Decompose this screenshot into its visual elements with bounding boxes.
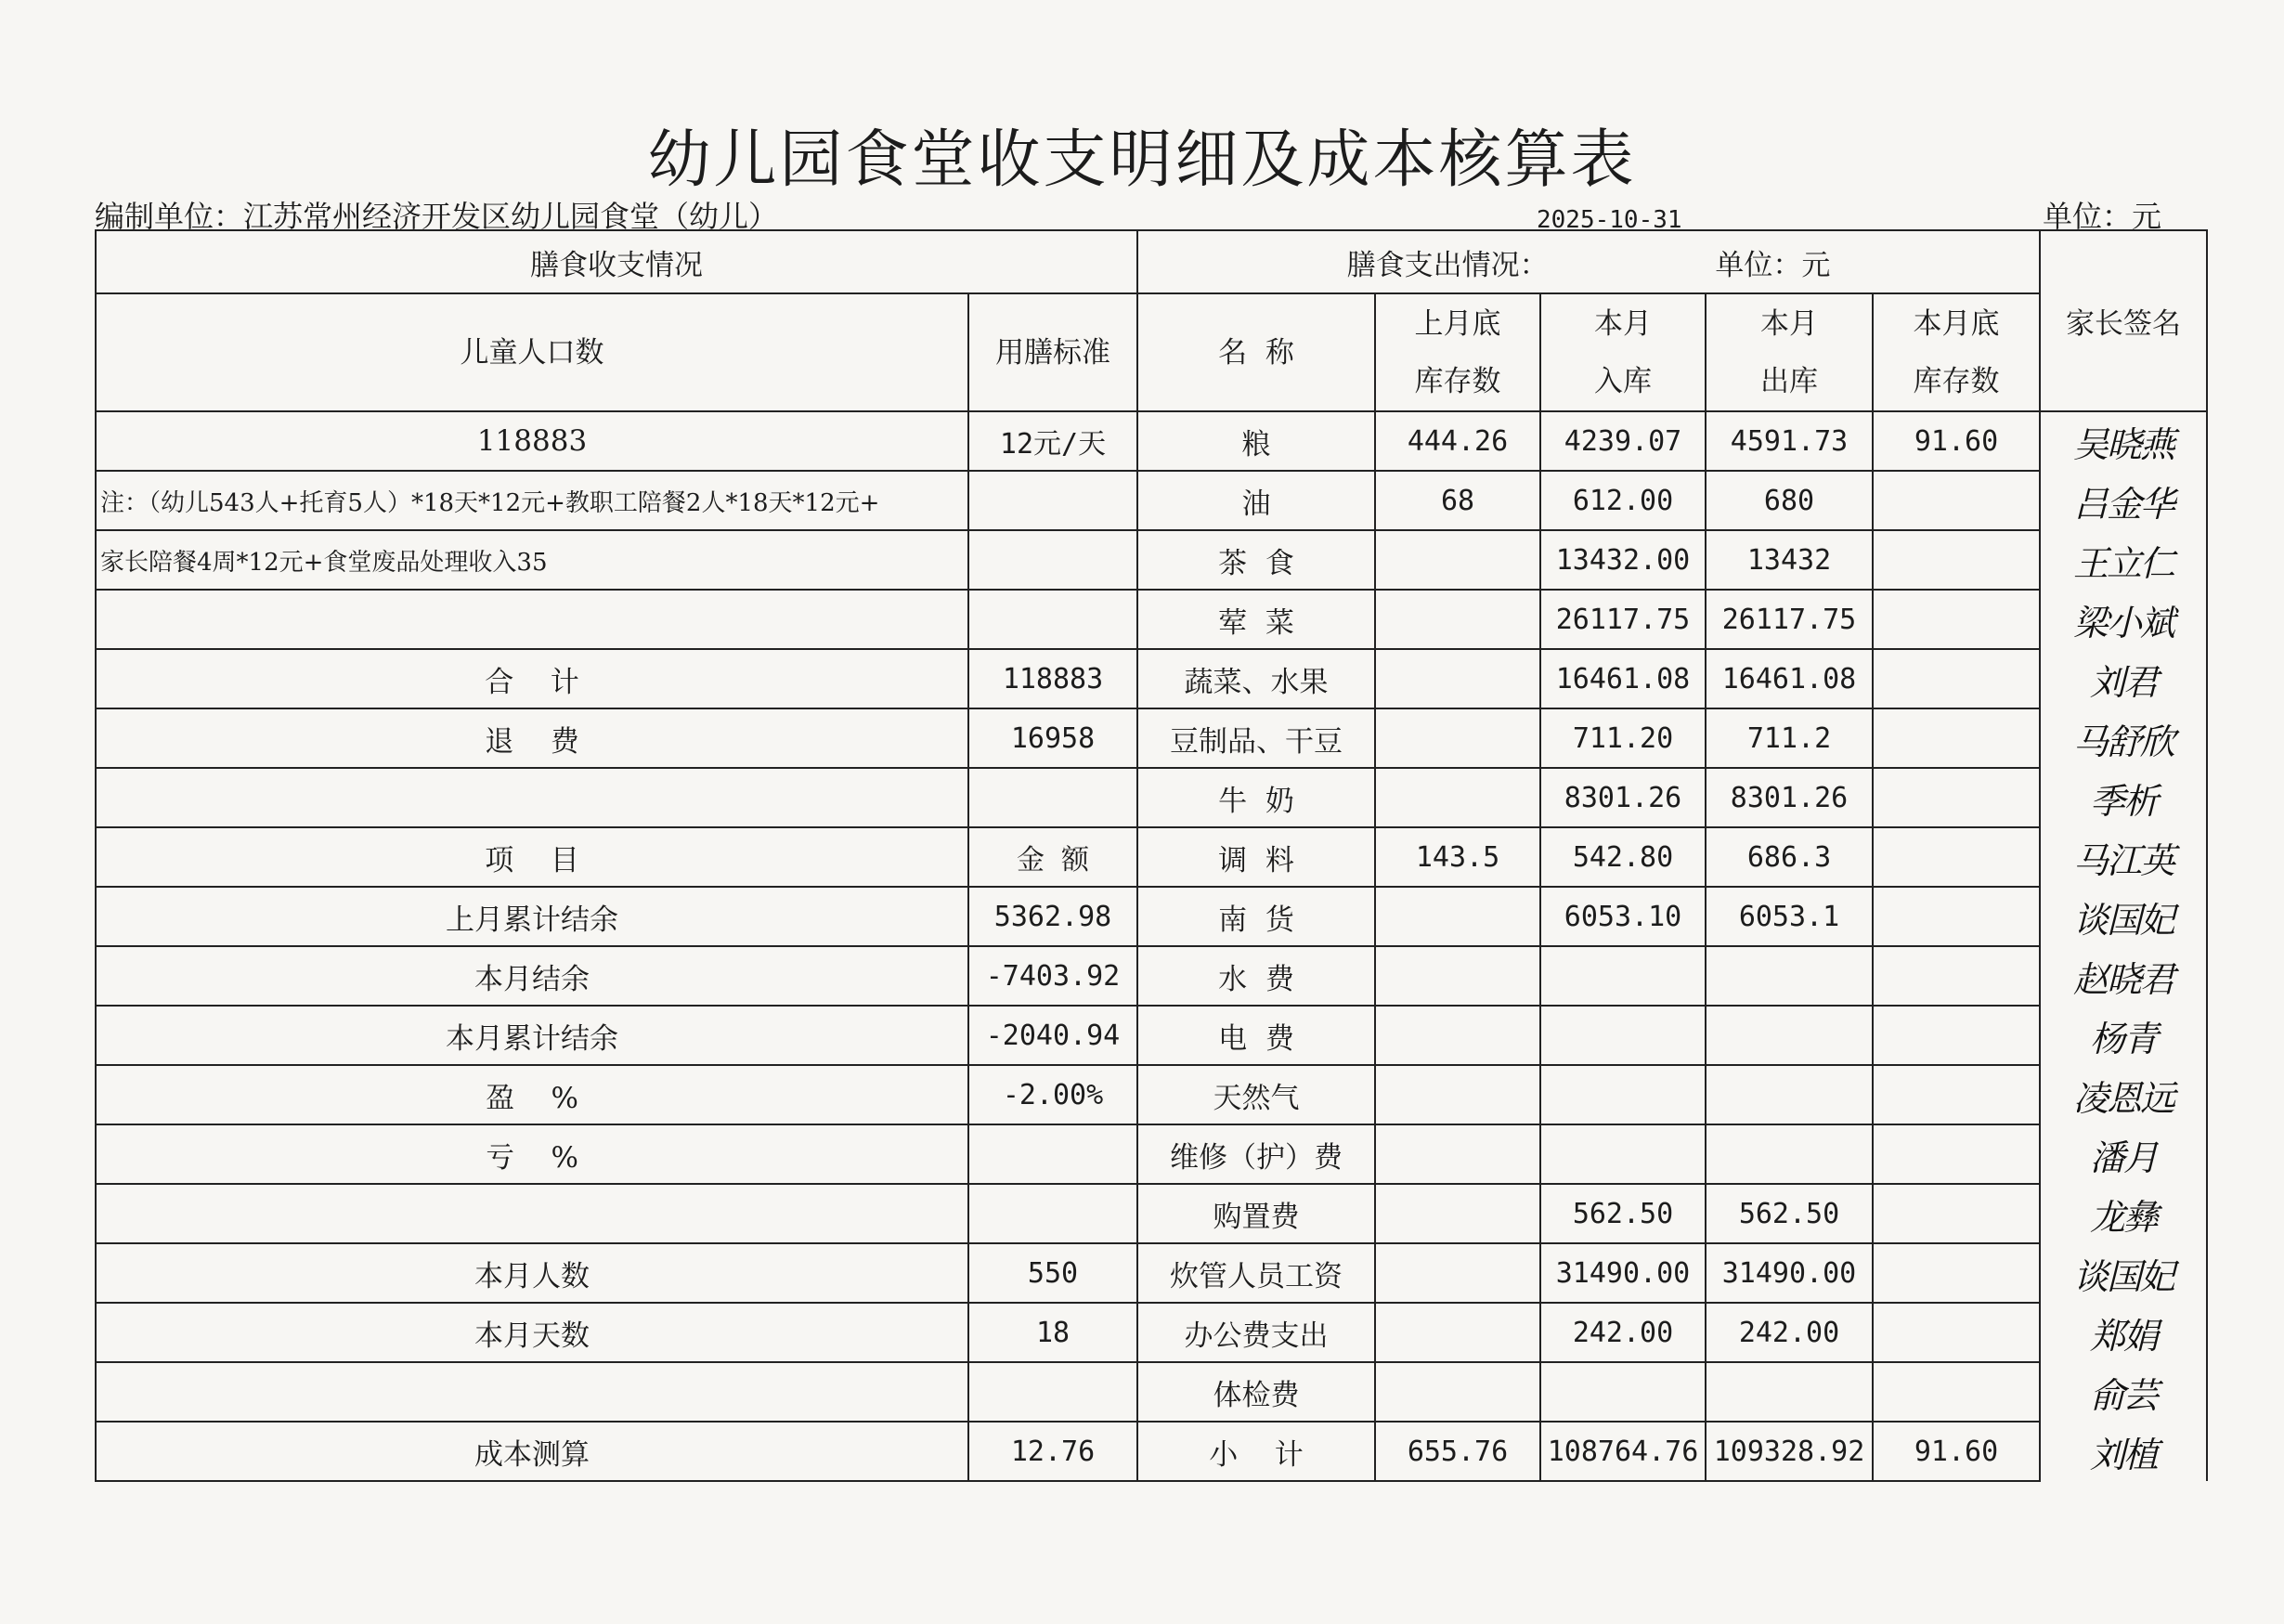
income-item-label: 本月天数	[96, 1303, 968, 1362]
income-item-label	[96, 1362, 968, 1422]
expense-item-name: 调 料	[1137, 827, 1375, 887]
table-row	[96, 1124, 2207, 1184]
expense-item-name: 天然气	[1137, 1065, 1375, 1124]
income-item-value	[968, 1124, 1137, 1184]
col-end-stock: 本月底 库存数	[1873, 293, 2040, 411]
col-name: 名 称	[1137, 293, 1375, 411]
month-in-value: 13432.00	[1540, 530, 1706, 590]
income-item-value	[968, 1362, 1137, 1422]
prev-stock-value	[1375, 946, 1540, 1006]
income-item-label: 成本测算	[96, 1422, 968, 1481]
month-in-value	[1540, 1362, 1706, 1422]
parent-signature: 郑娟	[2040, 1303, 2207, 1362]
table-row	[96, 827, 2207, 887]
end-stock-value	[1873, 887, 2040, 946]
end-stock-value	[1873, 768, 2040, 827]
prev-stock-value: 444.26	[1375, 411, 1540, 471]
prev-stock-value	[1375, 768, 1540, 827]
month-out-value: 31490.00	[1706, 1243, 1873, 1303]
table-row	[96, 1184, 2207, 1243]
col-standard: 用膳标准	[968, 293, 1137, 411]
expense-item-name: 牛 奶	[1137, 768, 1375, 827]
parent-signature: 王立仁	[2040, 530, 2207, 590]
end-stock-value	[1873, 471, 2040, 530]
income-item-value: -2.00%	[968, 1065, 1137, 1124]
month-in-value	[1540, 1006, 1706, 1065]
expense-item-name: 购置费	[1137, 1184, 1375, 1243]
expense-item-name: 维修（护）费	[1137, 1124, 1375, 1184]
month-in-value: 612.00	[1540, 471, 1706, 530]
month-out-value: 6053.1	[1706, 887, 1873, 946]
expense-item-name: 水 费	[1137, 946, 1375, 1006]
month-out-value	[1706, 1362, 1873, 1422]
expense-item-name: 体检费	[1137, 1362, 1375, 1422]
end-stock-value	[1873, 1006, 2040, 1065]
prev-stock-value: 68	[1375, 471, 1540, 530]
expense-item-name: 油	[1137, 471, 1375, 530]
end-stock-value	[1873, 530, 2040, 590]
parent-signature: 梁小斌	[2040, 590, 2207, 649]
end-stock-value	[1873, 649, 2040, 708]
income-item-value	[968, 768, 1137, 827]
table-row	[96, 768, 2207, 827]
parent-signature: 赵晓君	[2040, 946, 2207, 1006]
table-row	[96, 1006, 2207, 1065]
parent-signature: 潘月	[2040, 1124, 2207, 1184]
parent-signature: 杨青	[2040, 1006, 2207, 1065]
month-in-value	[1540, 1124, 1706, 1184]
signature-header: 家长签名	[2040, 230, 2207, 411]
table-row	[96, 946, 2207, 1006]
income-item-label: 上月累计结余	[96, 887, 968, 946]
table-row	[96, 471, 2207, 530]
income-item-label: 注：（幼儿543人+托育5人）*18天*12元+教职工陪餐2人*18天*12元+	[96, 471, 968, 530]
end-stock-value	[1873, 1303, 2040, 1362]
column-header-row	[96, 293, 2207, 411]
income-item-label: 盈 %	[96, 1065, 968, 1124]
parent-signature: 吕金华	[2040, 471, 2207, 530]
parent-signature: 马舒欣	[2040, 708, 2207, 768]
income-item-value: -2040.94	[968, 1006, 1137, 1065]
income-item-value	[968, 1184, 1137, 1243]
expense-item-name: 豆制品、干豆	[1137, 708, 1375, 768]
income-item-label: 本月累计结余	[96, 1006, 968, 1065]
table-row	[96, 1362, 2207, 1422]
income-item-value: 5362.98	[968, 887, 1137, 946]
month-in-value: 31490.00	[1540, 1243, 1706, 1303]
month-out-value	[1706, 1065, 1873, 1124]
parent-signature: 刘君	[2040, 649, 2207, 708]
month-in-value: 6053.10	[1540, 887, 1706, 946]
prev-stock-value	[1375, 590, 1540, 649]
income-item-value	[968, 590, 1137, 649]
month-out-value: 242.00	[1706, 1303, 1873, 1362]
table-row	[96, 649, 2207, 708]
table-row	[96, 411, 2207, 471]
month-in-value: 4239.07	[1540, 411, 1706, 471]
prev-stock-value	[1375, 530, 1540, 590]
month-in-value: 711.20	[1540, 708, 1706, 768]
prev-stock-value	[1375, 1303, 1540, 1362]
table-row	[96, 530, 2207, 590]
expense-section-title: 膳食支出情况：	[1346, 248, 1549, 282]
month-in-value	[1540, 1065, 1706, 1124]
expense-item-name: 茶 食	[1137, 530, 1375, 590]
compiling-unit: 编制单位：江苏常州经济开发区幼儿园食堂（幼儿）	[95, 199, 779, 234]
parent-signature: 龙彝	[2040, 1184, 2207, 1243]
parent-signature: 马江英	[2040, 827, 2207, 887]
parent-signature: 谈国妃	[2040, 1243, 2207, 1303]
table-row	[96, 708, 2207, 768]
expense-item-name: 南 货	[1137, 887, 1375, 946]
expense-section-unit: 单位：元	[1715, 248, 1831, 282]
end-stock-value	[1873, 1124, 2040, 1184]
expense-item-name: 电 费	[1137, 1006, 1375, 1065]
parent-signature: 俞芸	[2040, 1362, 2207, 1422]
income-item-value: 12.76	[968, 1422, 1137, 1481]
month-in-value: 16461.08	[1540, 649, 1706, 708]
income-item-label: 家长陪餐4周*12元+食堂废品处理收入35	[96, 530, 968, 590]
prev-stock-value: 655.76	[1375, 1422, 1540, 1481]
income-item-value	[968, 471, 1137, 530]
section-header-row	[96, 230, 2207, 293]
parent-signature: 谈国妃	[2040, 887, 2207, 946]
end-stock-value	[1873, 1243, 2040, 1303]
month-out-value	[1706, 946, 1873, 1006]
page-title: 幼儿园食堂收支明细及成本核算表	[647, 123, 1637, 197]
expense-item-name: 炊管人员工资	[1137, 1243, 1375, 1303]
month-in-value: 26117.75	[1540, 590, 1706, 649]
income-item-value: 118883	[968, 649, 1137, 708]
month-out-value: 16461.08	[1706, 649, 1873, 708]
end-stock-value	[1873, 1362, 2040, 1422]
month-out-value: 686.3	[1706, 827, 1873, 887]
end-stock-value	[1873, 1184, 2040, 1243]
prev-stock-value	[1375, 1362, 1540, 1422]
prev-stock-value	[1375, 887, 1540, 946]
table-row	[96, 1422, 2207, 1481]
income-item-label: 118883	[96, 411, 968, 471]
prev-stock-value	[1375, 1184, 1540, 1243]
expense-item-name: 小 计	[1137, 1422, 1375, 1481]
month-in-value	[1540, 946, 1706, 1006]
end-stock-value: 91.60	[1873, 411, 2040, 471]
currency-unit: 单位：元	[2043, 199, 2162, 234]
income-item-label: 本月结余	[96, 946, 968, 1006]
income-item-value	[968, 530, 1137, 590]
income-item-label: 退 费	[96, 708, 968, 768]
col-prev-stock: 上月底 库存数	[1375, 293, 1540, 411]
table-row	[96, 887, 2207, 946]
prev-stock-value	[1375, 1006, 1540, 1065]
month-out-value	[1706, 1124, 1873, 1184]
col-population: 儿童人口数	[96, 293, 968, 411]
end-stock-value	[1873, 1065, 2040, 1124]
income-item-value: 金 额	[968, 827, 1137, 887]
month-out-value: 13432	[1706, 530, 1873, 590]
parent-signature: 凌恩远	[2040, 1065, 2207, 1124]
month-in-value: 542.80	[1540, 827, 1706, 887]
table-row	[96, 1065, 2207, 1124]
end-stock-value	[1873, 946, 2040, 1006]
table-row	[96, 590, 2207, 649]
income-item-value: -7403.92	[968, 946, 1137, 1006]
expense-item-name: 办公费支出	[1137, 1303, 1375, 1362]
parent-signature: 刘植	[2040, 1422, 2207, 1481]
income-item-label: 本月人数	[96, 1243, 968, 1303]
income-item-label: 亏 %	[96, 1124, 968, 1184]
month-out-value: 711.2	[1706, 708, 1873, 768]
month-out-value: 562.50	[1706, 1184, 1873, 1243]
prev-stock-value	[1375, 708, 1540, 768]
accounting-table	[95, 229, 2208, 1482]
income-item-value: 12元/天	[968, 411, 1137, 471]
income-item-label	[96, 768, 968, 827]
table-row	[96, 1303, 2207, 1362]
month-in-value: 562.50	[1540, 1184, 1706, 1243]
prev-stock-value	[1375, 1243, 1540, 1303]
expense-section-header	[1137, 230, 2040, 293]
month-in-value: 8301.26	[1540, 768, 1706, 827]
parent-signature: 吴晓燕	[2040, 411, 2207, 471]
col-month-in: 本月 入库	[1540, 293, 1706, 411]
prev-stock-value	[1375, 649, 1540, 708]
expense-item-name: 荤 菜	[1137, 590, 1375, 649]
month-out-value: 109328.92	[1706, 1422, 1873, 1481]
table-row	[96, 1243, 2207, 1303]
end-stock-value: 91.60	[1873, 1422, 2040, 1481]
expense-item-name: 粮	[1137, 411, 1375, 471]
income-item-value: 18	[968, 1303, 1137, 1362]
month-out-value: 4591.73	[1706, 411, 1873, 471]
end-stock-value	[1873, 708, 2040, 768]
col-month-out: 本月 出库	[1706, 293, 1873, 411]
parent-signature: 季析	[2040, 768, 2207, 827]
income-item-value: 550	[968, 1243, 1137, 1303]
income-item-label: 项 目	[96, 827, 968, 887]
prev-stock-value: 143.5	[1375, 827, 1540, 887]
month-out-value: 680	[1706, 471, 1873, 530]
month-out-value: 26117.75	[1706, 590, 1873, 649]
expense-item-name: 蔬菜、水果	[1137, 649, 1375, 708]
income-item-value: 16958	[968, 708, 1137, 768]
income-section-header: 膳食收支情况	[96, 230, 1137, 293]
month-out-value: 8301.26	[1706, 768, 1873, 827]
income-item-label	[96, 1184, 968, 1243]
end-stock-value	[1873, 827, 2040, 887]
prev-stock-value	[1375, 1065, 1540, 1124]
month-in-value: 242.00	[1540, 1303, 1706, 1362]
month-in-value: 108764.76	[1540, 1422, 1706, 1481]
prev-stock-value	[1375, 1124, 1540, 1184]
income-item-label	[96, 590, 968, 649]
month-out-value	[1706, 1006, 1873, 1065]
income-item-label: 合 计	[96, 649, 968, 708]
report-date: 2025-10-31	[1537, 206, 1682, 234]
end-stock-value	[1873, 590, 2040, 649]
